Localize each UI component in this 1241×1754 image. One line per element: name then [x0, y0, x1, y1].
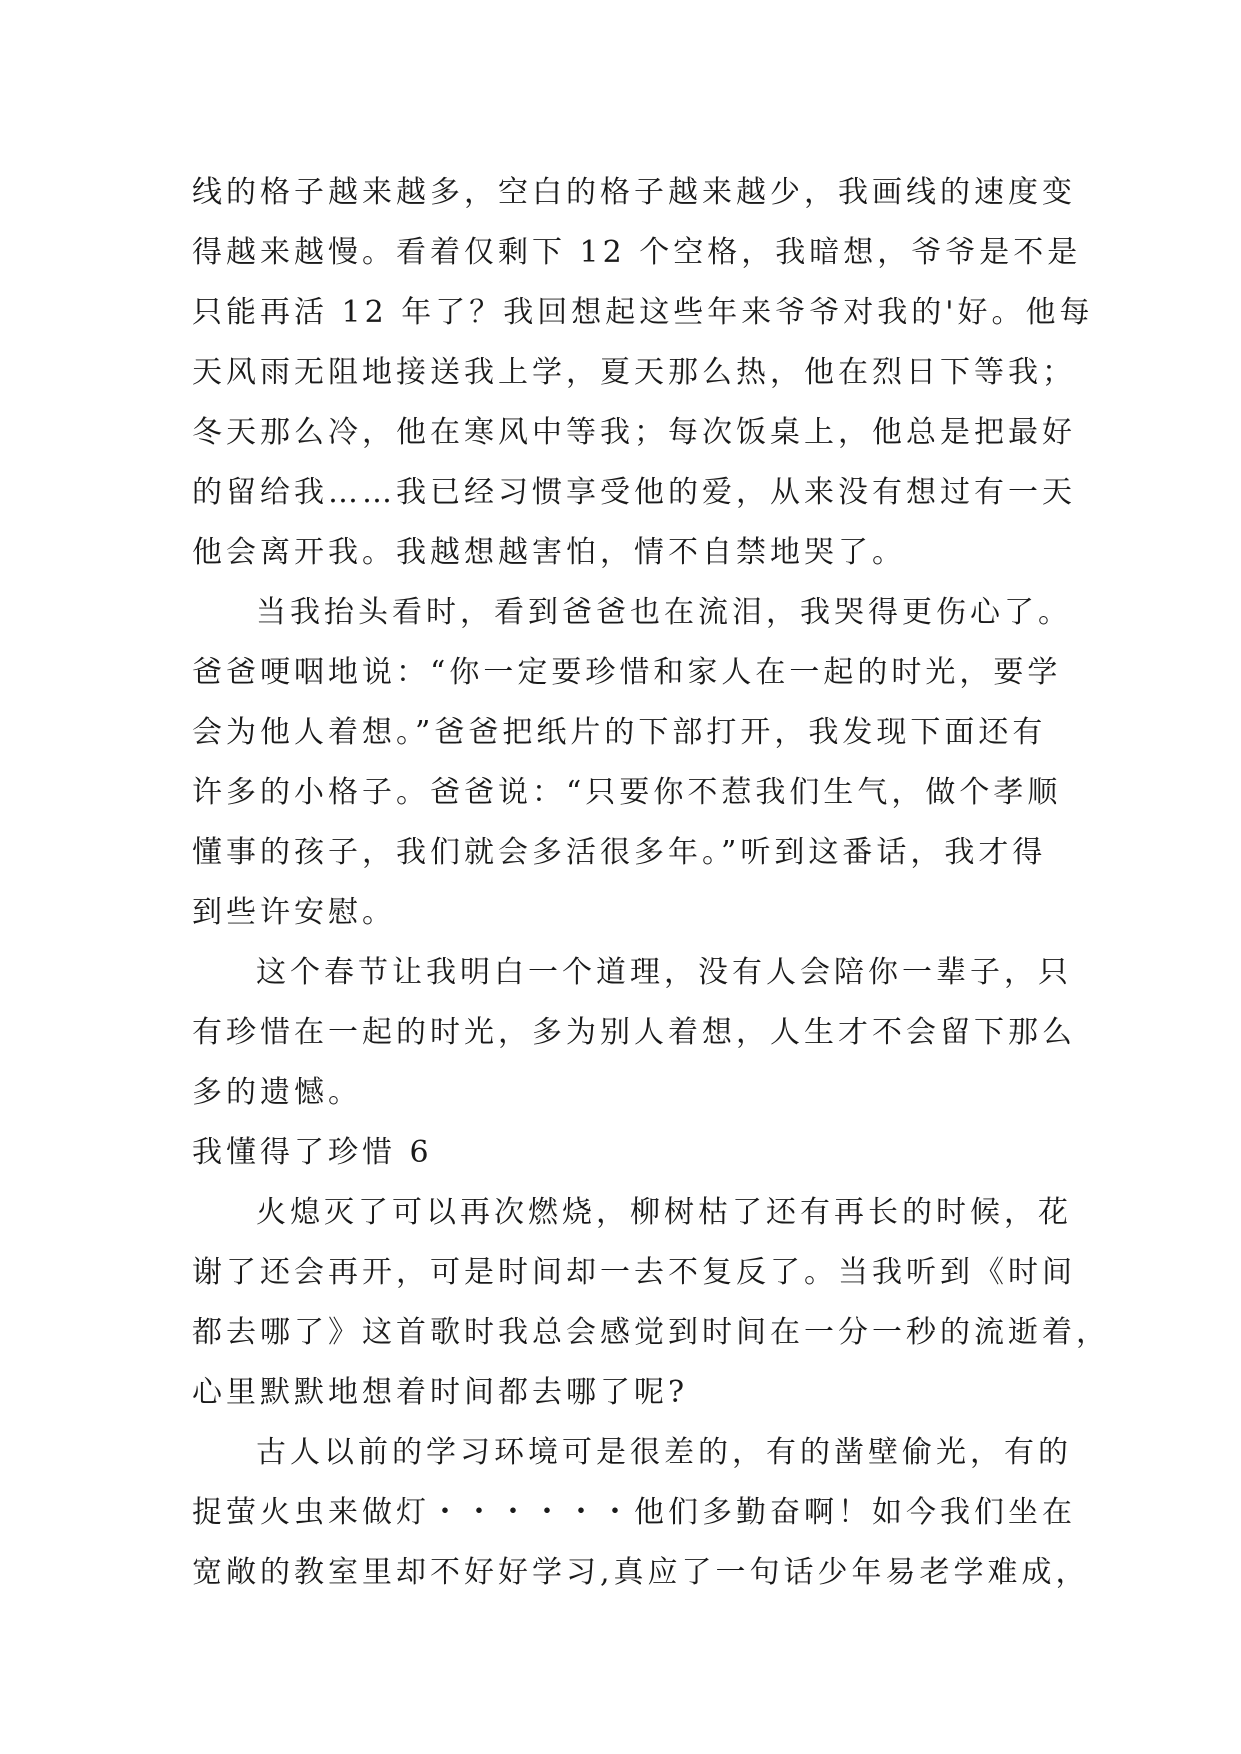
text-line: 谢了还会再开，可是时间却一去不复反了。当我听到《时间	[192, 1255, 1076, 1290]
text-line: 线的格子越来越多，空白的格子越来越少，我画线的速度变	[192, 175, 1076, 210]
paragraph-first-line: 这个春节让我明白一个道理，没有人会陪你一辈子，只	[256, 955, 1072, 990]
text-line: 冬天那么冷，他在寒风中等我；每次饭桌上，他总是把最好	[192, 415, 1076, 450]
text-line: 的留给我……我已经习惯享受他的爱，从来没有想过有一天	[192, 475, 1076, 510]
text-line: 爸爸哽咽地说：“你一定要珍惜和家人在一起的时光，要学	[192, 655, 1062, 690]
text-line: 有珍惜在一起的时光，多为别人着想，人生才不会留下那么	[192, 1015, 1076, 1050]
text-line: 只能再活 12 年了？我回想起这些年来爷爷对我的'好。他每	[192, 295, 1094, 330]
text-line: 我懂得了珍惜 6	[192, 1135, 433, 1170]
document-body	[192, 163, 1110, 1603]
text-line: 心里默默地想着时间都去哪了呢?	[192, 1375, 689, 1410]
text-line: 都去哪了》这首歌时我总会感觉到时间在一分一秒的流逝着，	[192, 1315, 1110, 1350]
text-line: 他会离开我。我越想越害怕，情不自禁地哭了。	[192, 535, 906, 570]
text-line: 懂事的孩子，我们就会多活很多年。”听到这番话，我才得	[192, 835, 1047, 870]
text-line: 得越来越慢。看着仅剩下 12 个空格，我暗想，爷爷是不是	[192, 235, 1082, 270]
text-line: 会为他人着想。”爸爸把纸片的下部打开，我发现下面还有	[192, 715, 1047, 750]
text-line: 天风雨无阻地接送我上学，夏天那么热，他在烈日下等我；	[192, 355, 1076, 390]
text-line: 多的遗憾。	[192, 1075, 362, 1110]
text-line: 捉萤火虫来做灯・・・・・・他们多勤奋啊！如今我们坐在	[192, 1495, 1076, 1530]
text-line: 到些许安慰。	[192, 895, 396, 930]
paragraph-first-line: 火熄灭了可以再次燃烧，柳树枯了还有再长的时候，花	[256, 1195, 1072, 1230]
text-line: 宽敞的教室里却不好好学习,真应了一句话少年易老学难成，	[192, 1555, 1090, 1590]
text-line: 许多的小格子。爸爸说：“只要你不惹我们生气，做个孝顺	[192, 775, 1062, 810]
paragraph-first-line: 古人以前的学习环境可是很差的，有的凿壁偷光，有的	[256, 1435, 1072, 1470]
paragraph-first-line: 当我抬头看时，看到爸爸也在流泪，我哭得更伤心了。	[256, 595, 1072, 630]
